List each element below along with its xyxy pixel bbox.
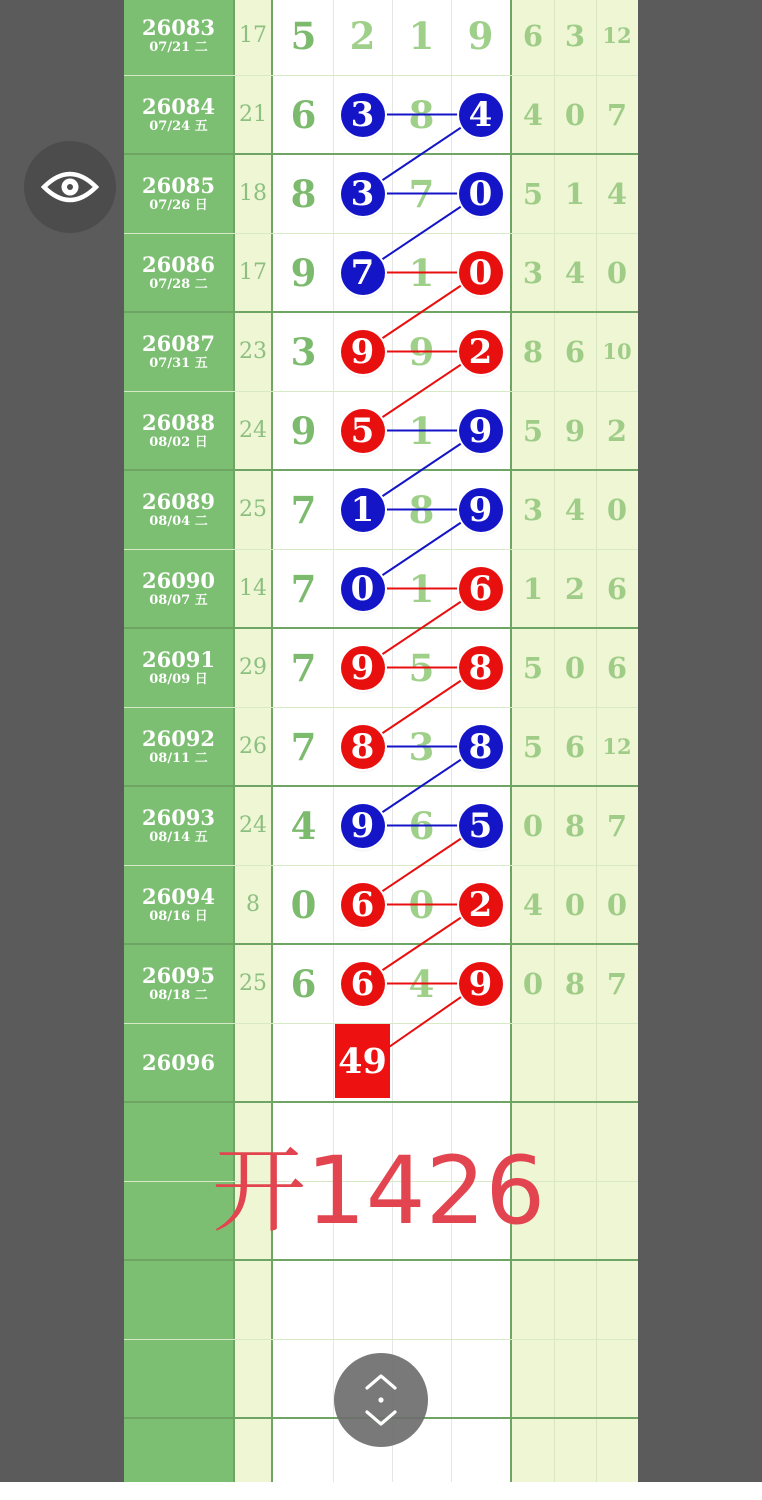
digit-cell: 3 (408, 724, 435, 769)
number-ball: 6 (459, 567, 503, 611)
issue-number: 26089 (141, 489, 216, 514)
digit-cell: 8 (290, 171, 317, 216)
issue-date: 08/04 二 (149, 514, 208, 529)
sum-value: 17 (239, 260, 267, 285)
number-ball: 9 (459, 409, 503, 453)
sum-value: 24 (239, 813, 267, 838)
digit-cell: 6 (408, 803, 435, 848)
stat-cell: 10 (602, 339, 632, 364)
number-ball: 9 (341, 804, 385, 848)
number-ball: 2 (459, 330, 503, 374)
digit-cell: 1 (408, 408, 435, 453)
digit-cell: 5 (290, 13, 317, 58)
stat-cell: 6 (522, 18, 544, 53)
digit-cell: 7 (290, 487, 317, 532)
issue-date: 08/16 日 (149, 909, 208, 924)
digit-cell: 3 (290, 329, 317, 374)
stat-cell: 0 (522, 808, 544, 843)
sum-value: 29 (239, 655, 267, 680)
digit-cell: 9 (290, 408, 317, 453)
issue-date: 08/18 二 (149, 988, 208, 1003)
digit-cell: 9 (290, 250, 317, 295)
stat-cell: 4 (522, 97, 544, 132)
digit-cell: 9 (467, 13, 494, 58)
sum-value: 23 (239, 339, 267, 364)
stat-cell: 0 (606, 255, 628, 290)
issue-date: 08/09 日 (149, 672, 208, 687)
number-ball: 8 (459, 646, 503, 690)
eye-toggle-button[interactable] (24, 141, 116, 233)
digit-cell: 6 (290, 92, 317, 137)
stat-cell: 0 (564, 97, 586, 132)
number-ball: 3 (341, 172, 385, 216)
stat-cell: 0 (564, 650, 586, 685)
digit-cell: 4 (408, 961, 435, 1006)
sum-value: 17 (239, 23, 267, 48)
stat-cell: 6 (606, 571, 628, 606)
digit-cell: 4 (290, 803, 317, 848)
digit-cell: 0 (290, 882, 317, 927)
next-issue-number: 26096 (141, 1049, 216, 1075)
sum-value: 21 (239, 102, 267, 127)
stat-cell: 7 (606, 966, 628, 1001)
stat-cell: 5 (522, 176, 544, 211)
issue-number: 26094 (141, 884, 216, 909)
issue-number: 26085 (141, 173, 216, 198)
issue-date: 07/26 日 (149, 198, 208, 213)
digit-cell: 7 (408, 171, 435, 216)
issue-date: 07/28 二 (149, 277, 208, 292)
sum-value: 18 (239, 181, 267, 206)
stat-cell: 4 (522, 887, 544, 922)
digit-cell: 1 (408, 250, 435, 295)
issue-number: 26086 (141, 252, 216, 277)
stat-cell: 3 (522, 492, 544, 527)
stat-cell: 1 (564, 176, 586, 211)
stat-cell: 0 (606, 887, 628, 922)
stat-cell: 0 (522, 966, 544, 1001)
stat-cell: 5 (522, 650, 544, 685)
scroll-up-down-icon (361, 1370, 401, 1430)
digit-cell: 1 (408, 13, 435, 58)
stat-cell: 6 (606, 650, 628, 685)
stat-cell: 2 (606, 413, 628, 448)
issue-date: 07/21 二 (149, 40, 208, 55)
stat-cell: 8 (564, 966, 586, 1001)
stat-cell: 0 (606, 492, 628, 527)
lottery-trend-table (124, 0, 638, 1482)
stat-cell: 8 (522, 334, 544, 369)
digit-cell: 2 (349, 13, 376, 58)
issue-number: 26090 (141, 568, 216, 593)
number-ball: 5 (459, 804, 503, 848)
stat-cell: 12 (602, 734, 632, 759)
number-ball: 3 (341, 93, 385, 137)
number-ball: 2 (459, 883, 503, 927)
stat-cell: 1 (522, 571, 544, 606)
issue-date: 08/14 五 (149, 830, 208, 845)
number-ball: 5 (341, 409, 385, 453)
stat-cell: 6 (564, 729, 586, 764)
sum-value: 8 (246, 892, 260, 917)
stat-cell: 5 (522, 413, 544, 448)
sum-value: 26 (239, 734, 267, 759)
stat-cell: 12 (602, 23, 632, 48)
scroll-toggle-button[interactable] (334, 1353, 428, 1447)
stat-cell: 8 (564, 808, 586, 843)
issue-number: 26088 (141, 410, 216, 435)
overlay-annotation: 开1426 (212, 1137, 546, 1246)
issue-date: 08/02 日 (149, 435, 208, 450)
number-ball: 9 (459, 962, 503, 1006)
issue-number: 26095 (141, 963, 216, 988)
number-ball: 0 (459, 251, 503, 295)
issue-number: 26092 (141, 726, 216, 751)
bottom-strip (0, 1482, 762, 1500)
stat-cell: 0 (564, 887, 586, 922)
stat-cell: 4 (564, 492, 586, 527)
digit-cell: 7 (290, 566, 317, 611)
sum-value: 14 (239, 576, 267, 601)
number-ball: 0 (341, 567, 385, 611)
stat-cell: 6 (564, 334, 586, 369)
digit-cell: 5 (408, 645, 435, 690)
number-ball: 6 (341, 962, 385, 1006)
number-ball: 7 (341, 251, 385, 295)
issue-number: 26087 (141, 331, 216, 356)
stat-cell: 2 (564, 571, 586, 606)
stat-cell: 4 (606, 176, 628, 211)
digit-cell: 6 (290, 961, 317, 1006)
issue-date: 07/31 五 (149, 356, 208, 371)
stat-cell: 5 (522, 729, 544, 764)
sum-value: 25 (239, 497, 267, 522)
number-ball: 1 (341, 488, 385, 532)
issue-date: 08/11 二 (149, 751, 208, 766)
issue-number: 26084 (141, 94, 216, 119)
sum-value: 25 (239, 971, 267, 996)
issue-number: 26091 (141, 647, 216, 672)
digit-cell: 0 (408, 882, 435, 927)
number-ball: 6 (341, 883, 385, 927)
digit-cell: 8 (408, 487, 435, 532)
digit-cell: 8 (408, 92, 435, 137)
number-ball: 8 (459, 725, 503, 769)
issue-date: 07/24 五 (149, 119, 208, 134)
stat-cell: 7 (606, 97, 628, 132)
sum-value: 24 (239, 418, 267, 443)
issue-date: 08/07 五 (149, 593, 208, 608)
eye-icon (40, 167, 100, 207)
number-ball: 0 (459, 172, 503, 216)
stat-cell: 3 (522, 255, 544, 290)
prediction-box: 49 (335, 1024, 390, 1098)
issue-number: 26093 (141, 805, 216, 830)
stat-cell: 9 (564, 413, 586, 448)
number-ball: 4 (459, 93, 503, 137)
digit-cell: 7 (290, 724, 317, 769)
digit-cell: 1 (408, 566, 435, 611)
number-ball: 9 (459, 488, 503, 532)
stat-cell: 7 (606, 808, 628, 843)
digit-cell: 7 (290, 645, 317, 690)
number-ball: 9 (341, 646, 385, 690)
stat-cell: 4 (564, 255, 586, 290)
number-ball: 8 (341, 725, 385, 769)
number-ball: 9 (341, 330, 385, 374)
issue-number: 26083 (141, 15, 216, 40)
stat-cell: 3 (564, 18, 586, 53)
digit-cell: 9 (408, 329, 435, 374)
